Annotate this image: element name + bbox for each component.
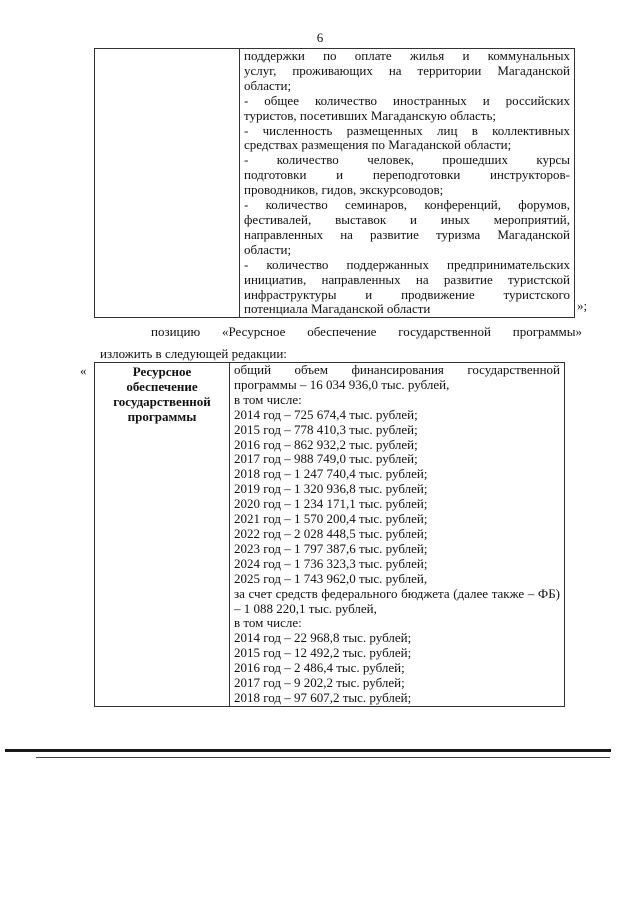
indicator-line: средствах размещения по Магаданской области; (244, 137, 512, 153)
year-total-line: 2019 год – 1 320 936,8 тыс. рублей; (234, 481, 428, 497)
indicator-line: области; (244, 241, 292, 257)
year-federal-line: 2017 год – 9 202,2 тыс. рублей; (234, 675, 405, 691)
year-total-line: 2025 год – 1 743 962,0 тыс. рублей, (234, 570, 428, 586)
indicator-line: - количество человек, прошедших курсы (244, 152, 570, 168)
indicator-line: фестивалей, выставок и иных мероприятий, (244, 211, 570, 227)
federal-in-total-label: в том числе: (234, 615, 302, 631)
year-federal-line: 2018 год – 97 607,2 тыс. рублей; (234, 689, 412, 705)
resources-table (94, 362, 565, 707)
year-total-line: 2016 год – 862 932,2 тыс. рублей; (234, 436, 418, 452)
indicator-line: туристов, посетивших Магаданскую область; (244, 107, 497, 123)
indicator-line: - общее количество иностранных и российских (244, 92, 570, 108)
indicator-line: поддержки по оплате жилья и коммунальных (244, 48, 570, 63)
indicator-line: услуг, проживающих на территории Магаданской (244, 62, 570, 78)
indicator-line: - количество семинаров, конференций, форумов, (244, 197, 570, 213)
indicator-line: потенциала Магаданской области (244, 301, 431, 317)
indicator-line: - численность размещенных лиц в коллективных (244, 122, 570, 138)
indicators-table (94, 48, 575, 318)
year-total-line: 2015 год – 778 410,3 тыс. рублей; (234, 421, 418, 437)
indicator-line: направленных на развитие туризма Магаданской (244, 226, 570, 242)
year-total-line: 2018 год – 1 247 740,4 тыс. рублей; (234, 466, 428, 482)
page-bottom-rule (5, 749, 611, 752)
year-federal-line: 2016 год – 2 486,4 тыс. рублей; (234, 660, 405, 676)
indicator-line: инфраструктуры и продвижение туристского (244, 286, 570, 302)
page-number: 6 (316, 30, 324, 45)
indicators-right-cell (240, 49, 575, 318)
year-total-line: 2024 год – 1 736 323,3 тыс. рублей; (234, 555, 428, 571)
resources-content-cell (230, 363, 565, 707)
indicator-line: подготовки и переподготовки инструкторов- (244, 167, 570, 183)
year-total-line: 2020 год – 1 234 171,1 тыс. рублей; (234, 496, 428, 512)
indicator-line: инициатив, направленных на развитие туристской (244, 271, 570, 287)
indicator-line: проводников, гидов, экскурсоводов; (244, 182, 444, 198)
table-row (95, 49, 575, 318)
years-total-list (234, 408, 560, 587)
year-total-line: 2021 год – 1 570 200,4 тыс. рублей; (234, 511, 428, 527)
year-federal-line: 2015 год – 12 492,2 тыс. рублей; (234, 645, 412, 661)
indicator-line: - количество поддержанных предпринимательских (244, 256, 570, 272)
table-row (95, 363, 565, 707)
paragraph-line-2: изложить в следующей редакции: (100, 346, 287, 361)
indicator-line: области; (244, 77, 292, 93)
years-federal-list (234, 631, 560, 706)
page-bottom-rule-thin (36, 757, 610, 758)
year-total-line: 2017 год – 988 749,0 тыс. рублей; (234, 451, 418, 467)
year-total-line: 2023 год – 1 797 387,6 тыс. рублей; (234, 540, 428, 556)
indicators-left-cell (95, 49, 240, 318)
paragraph-line-1: позицию «Ресурсное обеспечение государственной программы» (151, 324, 582, 339)
year-total-line: 2022 год – 2 028 448,5 тыс. рублей; (234, 525, 428, 541)
closing-quote-mark: »; (577, 298, 588, 313)
year-total-line: 2014 год – 725 674,4 тыс. рублей; (234, 406, 418, 422)
federal-financing-text: за счет средств федерального бюджета (далее также – ФБ) – 1 088 220,1 тыс. рублей, (234, 585, 560, 616)
opening-quote-mark: « (80, 363, 87, 378)
resources-header-cell: Ресурсное обеспечение государственной программы (95, 363, 230, 707)
year-federal-line: 2014 год – 22 968,8 тыс. рублей; (234, 630, 412, 646)
total-financing-text: общий объем финансирования государственной программы – 16 034 936,0 тыс. рублей, (234, 362, 560, 392)
in-total-label: в том числе: (234, 391, 302, 407)
indicators-list (244, 49, 570, 317)
